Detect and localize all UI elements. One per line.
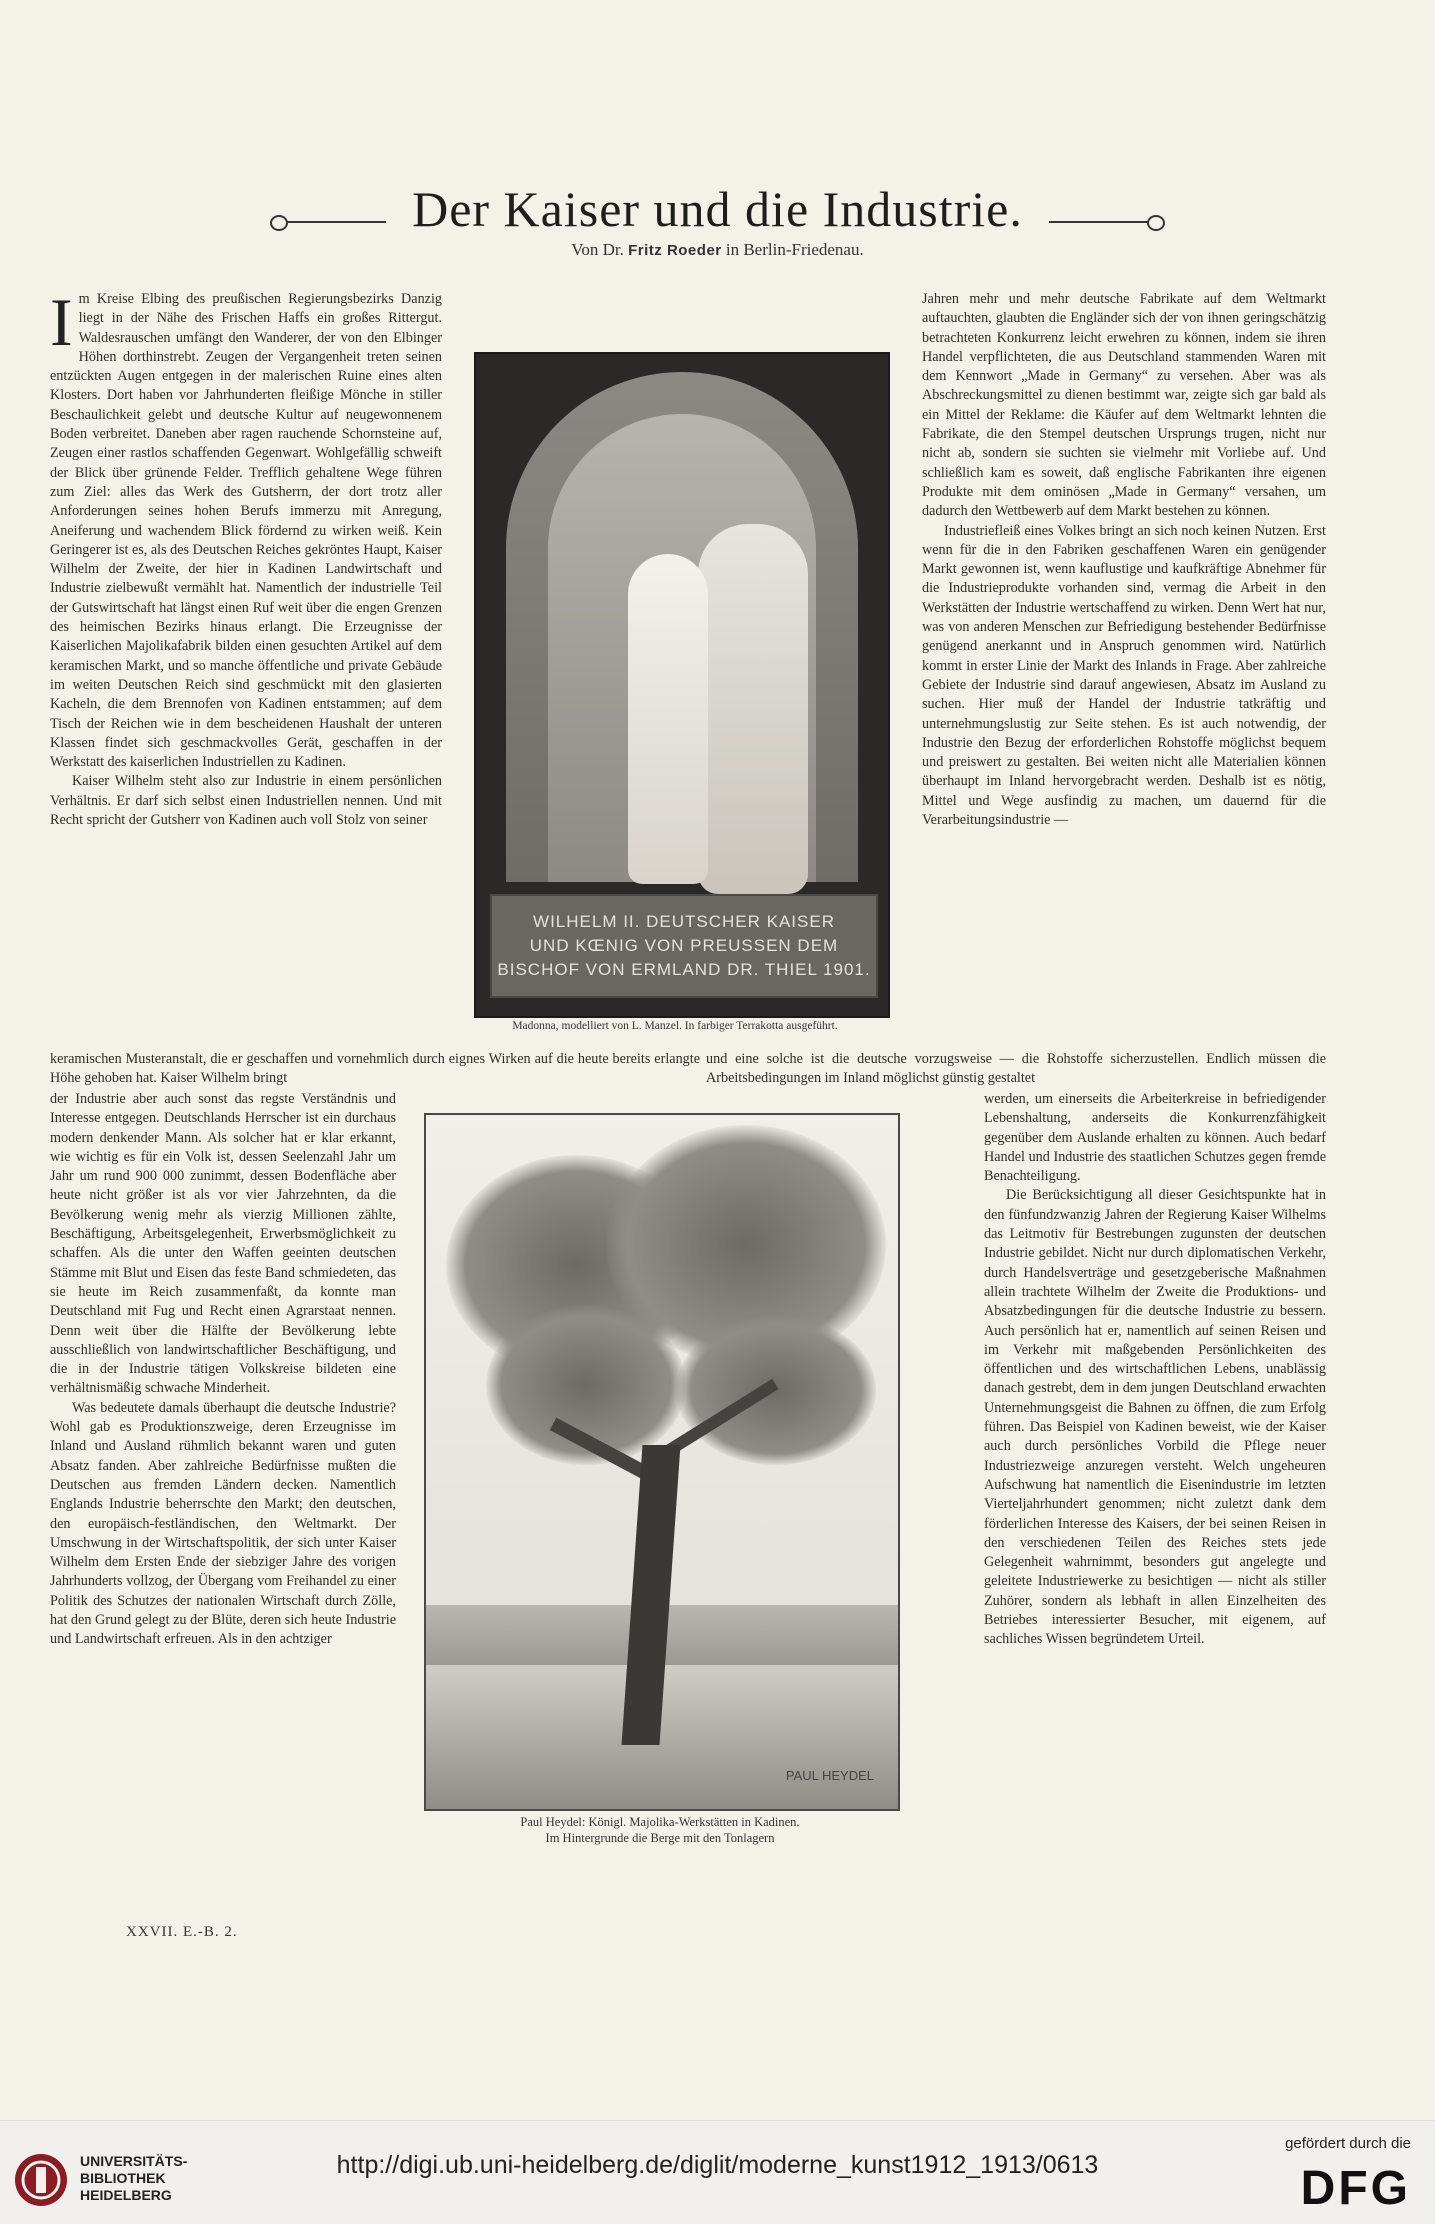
plaque-line: WILHELM II. DEUTSCHER KAISER <box>533 912 835 931</box>
paragraph: Jahren mehr und mehr deutsche Fabrikate auf dem Weltmarkt auftauchten, glaubten die Engländer sich der von ihnen geringschätzig betrachteten Konkurrenz leicht erwehren zu können, indem sie ihren Handel verpflichteten, die aus Deutschland stammenden Waren mit dem Kennwort „Made in Germany“ zu versehen. Aber was als Abschreckungsmittel zu dienen bestimmt war, zeigte sich gar bald als ein Mittel der Reklame: die Käufer auf dem Weltmarkt lehnten die Fabrikate, die den Stempel deutschen Ursprungs trugen, nicht nur nicht ab, sondern sie suchten sie vielmehr mit Vorliebe auf. Und schließlich kam es soweit, daß englische Fabrikanten ihre eigenen Produkte mit dem ominösen „Made in Germany“ versahen, um dadurch den Wettbewerb auf dem Markt bestehen zu können. <box>922 291 1326 520</box>
figure-1-caption: Madonna, modelliert von L. Manzel. In farbiger Terrakotta ausgeführt. <box>512 1020 838 1032</box>
article-title: Der Kaiser und die Industrie. <box>412 181 1023 237</box>
library-line: BIBLIOTHEK <box>80 2170 166 2186</box>
dfg-logo: DFG <box>1300 2162 1411 2215</box>
paragraph: Was bedeutete damals überhaupt die deutsche Industrie? Wohl gab es Produktionszweige, deren Erzeugnisse im Inland und Ausland rühmlich bekannt waren und guten Absatz fanden. Aber zahlreiche Bedürfnisse mußten die Deutschen aus fremden Ländern decken. Namentlich Englands Industrie beherrschte den Markt; den deutschen, den europäisch-festländischen, den Weltmarkt. Der Umschwung in der Wirtschaftspolitik, der sich unter Kaiser Wilhelm dem Ersten Ende der siebziger Jahre des vorigen Jahrhunderts vollzog, der Übergang vom Freihandel zu einer Politik des Schutzes der nationalen Wirtschaft durch Zölle, hat den Grund gelegt zu der Blüte, deren sich heute Industrie und Landwirtschaft erfreuen. Als in den achtziger <box>50 1399 396 1648</box>
paragraph: der Industrie aber auch sonst das regste Verständnis und Interesse entgegen. Deutschlands Herrscher ist ein durchaus modern denkender Mann. Als solcher hat er klar erkannt, wie wichtig es für ein Volk ist, dessen Seelenzahl Jahr um Jahr um rund 900 000 zunimmt, dessen Bodenfläche aber heute nicht größer ist als vor vier Jahrzehnten, da die Bevölkerung wenig mehr als vierzig Millionen zählte, Beschäftigung, Arbeitsgelegenheit, Erwerbsmöglichkeit zu schaffen. Als die unter den Waffen geeinten deutschen Stämme mit Blut und Eisen das feste Band schmiedeten, das sie heute im Reich zusammenfaßt, da konnte man Deutschland mit Fug und Recht einen Agrarstaat nennen. Denn weit über die Hälfte der Bevölkerung lebte ausschließlich von landwirtschaftlicher Beschäftigung, und die in der Industrie tätigen Volkskreise bildeten eine verhältnismäßig schwache Minderheit. <box>50 1091 396 1397</box>
plaque-inscription <box>492 910 876 982</box>
figure-2-caption <box>424 1814 896 1846</box>
library-line: UNIVERSITÄTS- <box>80 2153 188 2169</box>
artist-signature: PAUL HEYDEL <box>785 1768 874 1783</box>
paragraph: Die Berücksichtigung all dieser Gesichtspunkte hat in den fünfundzwanzig Jahren der Regierung Kaiser Wilhelms das Leitmotiv für Bestrebungen zugunsten der deutschen Industrie gebildet. Nicht nur durch diplomatischen Verkehr, durch Handelsverträge und gesetzgeberische Maßnahmen allein trachtete Wilhelm der Zweite die Produktions- und Absatzbedingungen für die deutsche Industrie zu bessern. Auch persönlich hat er, namentlich auf seinen Reisen und im Verkehr mit maßgebenden Persönlichkeiten des öffentlichen und des wirtschaftlichen Lebens, unablässig danach gestrebt, dem in dem jungen Deutschland erwachten Unternehmungsgeist die Bahnen zu öffnen, die zum Erfolg führen. Das Beispiel von Kadinen beweist, wie der Kaiser auch durch persönliches Vorbild die Pflege neuer Industriezweige anzuregen versteht. Welch ungeheuren Aufschwung hat namentlich die Eisenindustrie im letzten Vierteljahrhundert genommen; nicht zuletzt dank dem förderlichen Interesse des Kaisers, der bei seinen Reisen in den verschiedenen Teilen des Reiches stets jede Gelegenheit wahrnimmt, besonders gut angelegte und geleitete Industriewerke zu besichtigen — nicht als stiller Zuhörer, sondern als lebhaft in allen Einzelheiten des Betriebes interessierter Besucher, mit eigenem, auf sachliches Wissen begründetem Urteil. <box>984 1187 1326 1648</box>
caption-line: Im Hintergrunde die Berge mit den Tonlagern <box>545 1831 775 1845</box>
digitization-footer <box>0 2120 1435 2224</box>
title-block <box>0 180 1435 238</box>
library-line: HEIDELBERG <box>80 2187 172 2203</box>
landscape-drawing-image <box>424 1113 900 1811</box>
plaque-line: UND KŒNIG VON PREUSSEN DEM <box>529 936 839 955</box>
column-2-bottom <box>984 1090 1326 1900</box>
paragraph: Industriefleiß eines Volkes bringt an sich noch keinen Nutzen. Erst wenn für die in den Fabriken geschaffenen Waren ein genügender Markt gewonnen ist, wenn kauflustige und kaufkräftige Abnehmer für die Industrieprodukte vorhanden sind, vermag die Arbeit in den Werkstätten der Industrie wertschaffend zu wirken. Denn Wert hat nur, was von anderen Menschen zur Befriedigung bestehender Bedürfnisse genügend anerkannt und in Anspruch genommen wird. Natürlich kommt in erster Linie der Markt des Inlands in Frage. Aber zahlreiche Gebiete der Industrie sind darauf angewiesen, Absatz im Ausland zu suchen. Hier muß der Handel der Industrie tatkräftig und unternehmungslustig zur Seite stehen. Es ist auch notwendig, der Industrie den Bezug der erforderlichen Rohstoffe möglichst bequem und preiswert zu gestalten. Bei weiten nicht alle Materialien können überhaupt im Inland hervorgebracht werden. Deshalb ist es nötig, Mittel und Wege ausfindig zu machen, um dauernd für die Verarbeitungsindustrie — <box>922 522 1326 829</box>
byline-prefix: Von Dr. <box>571 240 624 259</box>
drop-cap: I <box>50 290 73 360</box>
madonna-figure <box>698 524 808 894</box>
paragraph-text: m Kreise Elbing des preußischen Regierungsbezirks Danzig liegt in der Nähe des Frischen Haffs ein großes Rittergut. Waldesrauschen umfängt den Wanderer, der von den Elbinger Höhen dorthinstrebt. Zeugen der Vergangenheit treten seinen entzückten Augen entgegen in der malerischen Ruine eines alten Klosters. Dort haben vor Jahrhunderten fleißige Mönche in stiller Beschaulichkeit gelebt und deutsche Kultur auf neugewonnenem Boden verbreitet. Daneben aber ragen rauchende Schornsteine auf, Zeugen einer rastlos schaffenden Gegenwart. Wohlgefällig schweift der Blick über grünende Felder. Trefflich gehaltene Wege führen zum Ziel: alles das Werk des Gutsherrn, der dort trotz aller Anforderungen seines hohen Berufs immerzu mit Anregung, Aneiferung und wachendem Blick fördernd zu wirken weiß. Kein Geringerer ist es, als des Deutschen Reiches gekröntes Haupt, Kaiser Wilhelm der Zweite, der hier in Kadinen Landwirtschaft und Industrie zielbewußt vermählt hat. Namentlich der industrielle Teil der Gutswirtschaft hat längst einen Ruf weit über die engen Grenzen des heimischen Bezirks hinaus erlangt. Die Erzeugnisse der Kaiserlichen Majolikafabrik bilden einen gesuchten Artikel auf dem keramischen Markt, und so manche öffentliche und private Gebäude im weiten Deutschen Reich sind geschmückt mit den glasierten Kacheln, die dem Brennofen von Kadinen entstammen; auf dem Tisch der Reichen wie in dem bescheidenen Haushalt der unteren Klassen findet sich geschmackvolles Gerät, geschaffen in der Werkstatt des kaiserlichen Industriellen zu Kadinen. <box>50 291 442 771</box>
plaque-line: BISCHOF VON ERMLAND DR. THIEL 1901. <box>497 960 871 979</box>
arch-frame <box>506 372 858 882</box>
column-1-top <box>50 290 442 1045</box>
column-2-top <box>922 290 1326 1045</box>
byline-author: Fritz Roeder <box>628 242 722 259</box>
paragraph <box>50 290 442 772</box>
madonna-relief-image <box>474 352 890 1018</box>
permalink-url[interactable]: http://digi.ub.uni-heidelberg.de/diglit/moderne_kunst1912_1913/0613 <box>336 2151 1099 2179</box>
byline <box>0 240 1435 260</box>
column-1-bottom <box>50 1090 396 1890</box>
full-width-line-right: und eine solche ist die deutsche vorzugsweise — die Rohstoffe sicherzustellen. Endlich müssen die Arbeitsbedingungen im Inland möglichst günstig gestaltet <box>706 1051 1326 1087</box>
relief-plaque <box>490 894 878 998</box>
full-width-line-left: keramischen Musteranstalt, die er geschaffen und vornehmlich durch eignes Wirken auf die heute bereits erlangte Höhe gehoben hat. Kaiser Wilhelm bringt <box>50 1051 700 1087</box>
left-flourish-icon <box>286 221 386 223</box>
caption-line: Paul Heydel: Königl. Majolika-Werkstätten in Kadinen. <box>520 1815 800 1829</box>
paragraph: Kaiser Wilhelm steht also zur Industrie in einem persönlichen Verhältnis. Er darf sich selbst einen Industriellen nennen. Und mit Recht spricht der Gutsherr von Kadinen auch voll Stolz von seiner <box>50 773 442 829</box>
sponsor-text: gefördert durch die <box>1285 2135 1411 2152</box>
right-flourish-icon <box>1049 221 1149 223</box>
child-figure <box>628 554 708 884</box>
byline-suffix: in Berlin-Friedenau. <box>725 240 864 259</box>
arch-niche <box>548 414 816 882</box>
page-signature: XXVII. E.-B. 2. <box>126 1924 238 1940</box>
paragraph: werden, um einerseits die Arbeiterkreise in befriedigender Lebenshaltung, anderseits die Konkurrenzfähigkeit gegenüber dem Auslande erhalten zu können. Auch bedarf Handel und Industrie des staatlichen Schutzes gegen fremde Benachteiligung. <box>984 1091 1326 1185</box>
